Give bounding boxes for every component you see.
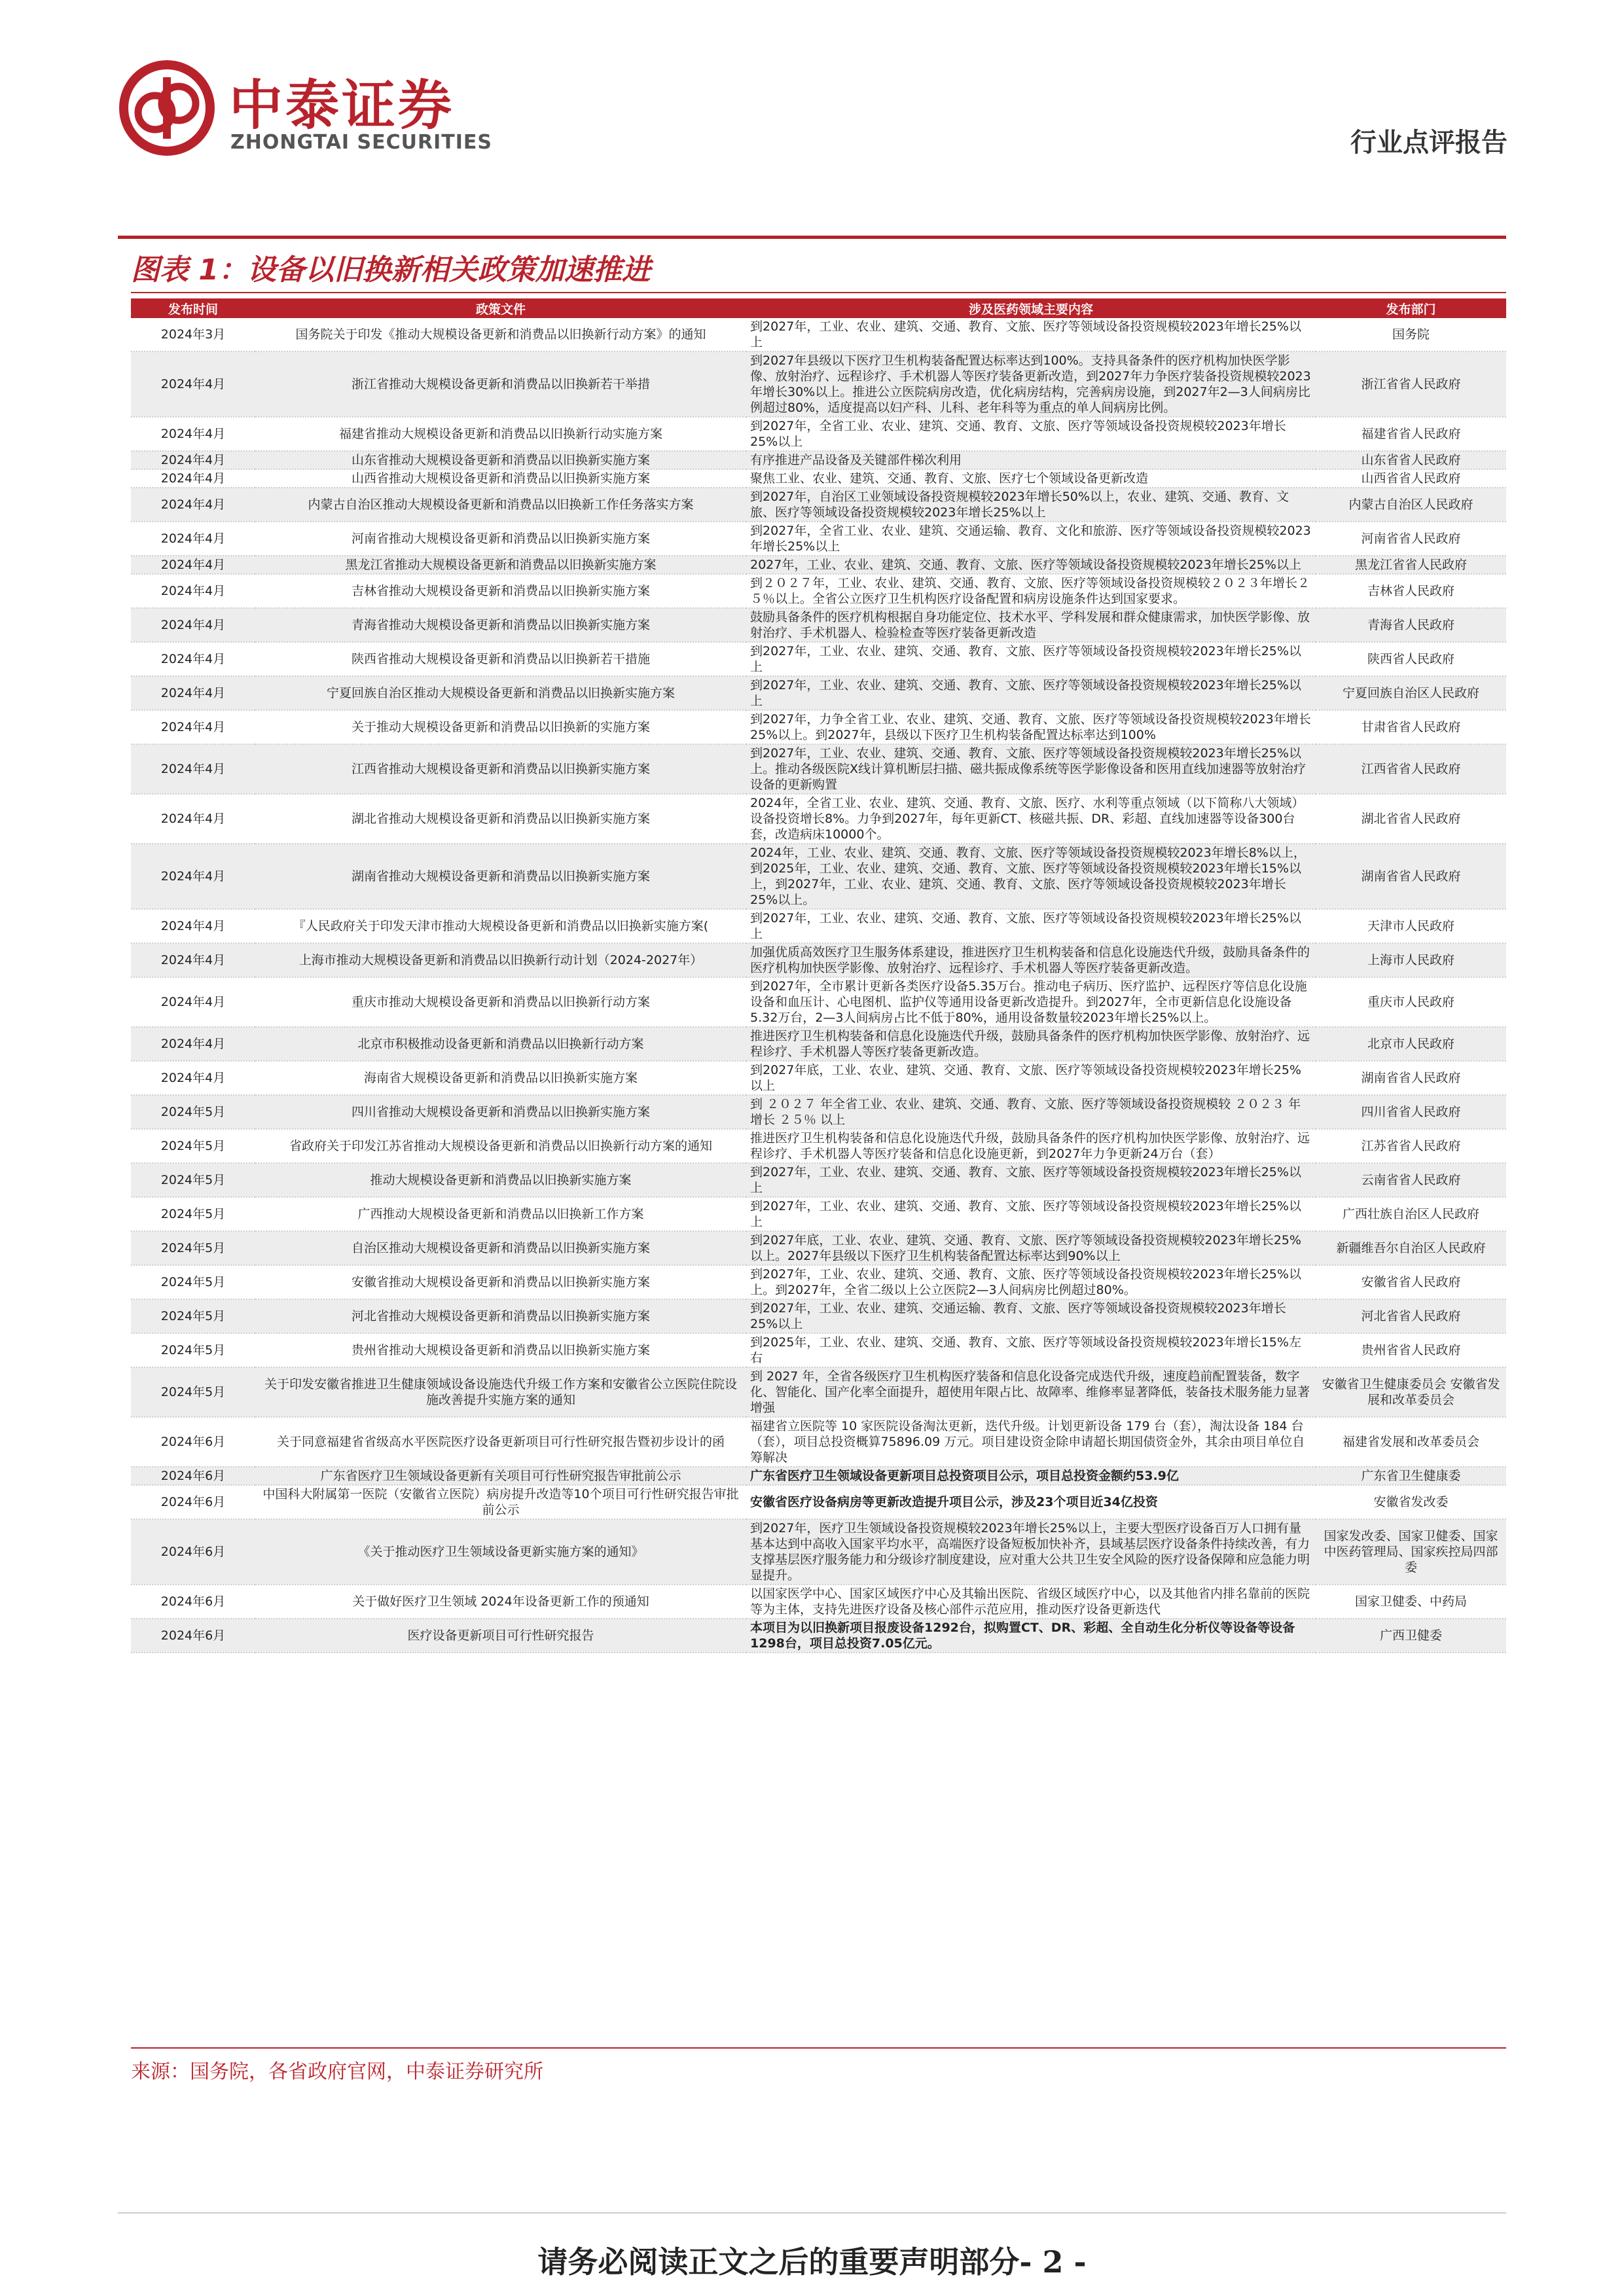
cell-dept: 云南省省人民政府 xyxy=(1316,1163,1506,1197)
footer-disclaimer: 请务必阅读正文之后的重要声明部分- 2 - xyxy=(537,2244,1087,2280)
cell-doc: 福建省推动大规模设备更新和消费品以旧换新行动实施方案 xyxy=(255,417,746,451)
cell-doc: 青海省推动大规模设备更新和消费品以旧换新实施方案 xyxy=(255,608,746,642)
cell-dept: 河北省省人民政府 xyxy=(1316,1299,1506,1333)
table-row xyxy=(131,556,1506,574)
cell-date: 2024年4月 xyxy=(131,488,255,522)
cell-date: 2024年5月 xyxy=(131,1129,255,1163)
cell-doc: 《关于推动医疗卫生领域设备更新实施方案的通知》 xyxy=(255,1519,746,1585)
cell-content: 到2027年，工业、农业、建筑、交通、教育、文旅、医疗等领域设备投资规模较2023年增长25%以上 xyxy=(746,1163,1316,1197)
cell-content: 有序推进产品设备及关键部件梯次利用 xyxy=(746,451,1316,469)
cell-date: 2024年4月 xyxy=(131,642,255,676)
cell-doc: 安徽省推动大规模设备更新和消费品以旧换新实施方案 xyxy=(255,1265,746,1299)
cell-date: 2024年5月 xyxy=(131,1367,255,1417)
policy-table xyxy=(131,298,1506,1653)
cell-doc: 山东省推动大规模设备更新和消费品以旧换新实施方案 xyxy=(255,451,746,469)
table-row xyxy=(131,1417,1506,1467)
cell-date: 2024年4月 xyxy=(131,351,255,417)
table-row xyxy=(131,977,1506,1027)
cell-date: 2024年3月 xyxy=(131,318,255,351)
cell-content: 到2027年，医疗卫生领域设备投资规模较2023年增长25%以上，主要大型医疗设备百万人口拥有量基本达到中高收入国家平均水平，高端医疗设备短板加快补齐，县域基层医疗设备条件持续改善，有力支撑基层医疗服务能力和分级诊疗制度建设，应对重大公共卫生安全风险的医疗设备保障和应急能力明显提升。 xyxy=(746,1519,1316,1585)
cell-dept: 江西省省人民政府 xyxy=(1316,744,1506,794)
cell-content: 到2027年底，工业、农业、建筑、交通、教育、文旅、医疗等领域设备投资规模较2023年增长25%以上 xyxy=(746,1061,1316,1095)
cell-date: 2024年4月 xyxy=(131,710,255,744)
table-row xyxy=(131,1333,1506,1367)
cell-date: 2024年6月 xyxy=(131,1519,255,1585)
figure-title: 图表 1：设备以旧换新相关政策加速推进 xyxy=(131,253,651,287)
cell-doc: 内蒙古自治区推动大规模设备更新和消费品以旧换新工作任务落实方案 xyxy=(255,488,746,522)
cell-date: 2024年5月 xyxy=(131,1095,255,1129)
cell-date: 2024年4月 xyxy=(131,943,255,977)
cell-dept: 湖南省省人民政府 xyxy=(1316,844,1506,909)
cell-dept: 山东省省人民政府 xyxy=(1316,451,1506,469)
cell-date: 2024年4月 xyxy=(131,469,255,488)
cell-dept: 广西卫健委 xyxy=(1316,1619,1506,1653)
table-row xyxy=(131,1231,1506,1265)
cell-doc: 湖北省推动大规模设备更新和消费品以旧换新实施方案 xyxy=(255,794,746,844)
column-header-document: 政策文件 xyxy=(255,298,746,318)
cell-content: 到２０２７年，工业、农业、建筑、交通、教育、文旅、医疗等领域设备投资规模较２０２３年增长２５％以上。全省公立医疗卫生机构医疗设备配置和病房设施条件达到国家要求。 xyxy=(746,574,1316,608)
cell-date: 2024年4月 xyxy=(131,451,255,469)
cell-content: 推进医疗卫生机构装备和信息化设施迭代升级，鼓励具备条件的医疗机构加快医学影像、放射治疗、远程诊疗、手术机器人等医疗装备和信息化设施更新，到2027年力争更新24万台（套） xyxy=(746,1129,1316,1163)
table-row xyxy=(131,1619,1506,1653)
cell-dept: 安徽省卫生健康委员会 安徽省发展和改革委员会 xyxy=(1316,1367,1506,1417)
cell-content: 广东省医疗卫生领域设备更新项目总投资项目公示，项目总投资金额约53.9亿 xyxy=(746,1467,1316,1485)
table-row xyxy=(131,642,1506,676)
table-row xyxy=(131,1519,1506,1585)
cell-doc: 中国科大附属第一医院（安徽省立医院）病房提升改造等10个项目可行性研究报告审批前公示 xyxy=(255,1485,746,1519)
cell-date: 2024年4月 xyxy=(131,676,255,710)
table-header-row xyxy=(131,298,1506,318)
cell-content: 到2025年，工业、农业、建筑、交通、教育、文旅、医疗等领域设备投资规模较2023年增长15%左右 xyxy=(746,1333,1316,1367)
cell-doc: 『人民政府关于印发天津市推动大规模设备更新和消费品以旧换新实施方案( xyxy=(255,909,746,943)
table-row xyxy=(131,1163,1506,1197)
cell-date: 2024年5月 xyxy=(131,1163,255,1197)
table-row xyxy=(131,710,1506,744)
cell-dept: 安徽省省人民政府 xyxy=(1316,1265,1506,1299)
report-type-label: 行业点评报告 xyxy=(1350,127,1507,158)
cell-doc: 江西省推动大规模设备更新和消费品以旧换新实施方案 xyxy=(255,744,746,794)
cell-date: 2024年4月 xyxy=(131,1061,255,1095)
cell-date: 2024年4月 xyxy=(131,574,255,608)
cell-doc: 国务院关于印发《推动大规模设备更新和消费品以旧换新行动方案》的通知 xyxy=(255,318,746,351)
cell-date: 2024年6月 xyxy=(131,1467,255,1485)
table-row xyxy=(131,1467,1506,1485)
table-row xyxy=(131,318,1506,351)
cell-content: 到2027年，工业、农业、建筑、交通、教育、文旅、医疗等领域设备投资规模较2023年增长25%以上。推动各级医院X线计算机断层扫描、磁共振成像系统等医学影像设备和医用直线加速器等放射治疗设备的更新购置 xyxy=(746,744,1316,794)
cell-date: 2024年4月 xyxy=(131,744,255,794)
footer-divider xyxy=(118,2212,1506,2214)
cell-doc: 海南省大规模设备更新和消费品以旧换新实施方案 xyxy=(255,1061,746,1095)
cell-doc: 自治区推动大规模设备更新和消费品以旧换新实施方案 xyxy=(255,1231,746,1265)
cell-dept: 陕西省人民政府 xyxy=(1316,642,1506,676)
table-row xyxy=(131,1061,1506,1095)
cell-dept: 山西省省人民政府 xyxy=(1316,469,1506,488)
column-header-content: 涉及医药领域主要内容 xyxy=(746,298,1316,318)
cell-dept: 贵州省省人民政府 xyxy=(1316,1333,1506,1367)
cell-date: 2024年4月 xyxy=(131,556,255,574)
cell-content: 到2027年县级以下医疗卫生机构装备配置达标率达到100%。支持具备条件的医疗机构加快医学影像、放射治疗、远程诊疗、手术机器人等医疗装备更新改造，到2027年力争医疗装备投资规模较2023年增长30%以上。推进公立医院病房改造，优化病房结构，完善病房设施，到2027年2—3人间病房比例超过80%，适度提高以妇产科、儿科、老年科等为重点的单人间病房比例。 xyxy=(746,351,1316,417)
table-row xyxy=(131,744,1506,794)
table-row xyxy=(131,1027,1506,1061)
cell-dept: 新疆维吾尔自治区人民政府 xyxy=(1316,1231,1506,1265)
source-divider xyxy=(131,2047,1506,2049)
cell-doc: 医疗设备更新项目可行性研究报告 xyxy=(255,1619,746,1653)
cell-dept: 国家发改委、国家卫健委、国家中医药管理局、国家疾控局四部委 xyxy=(1316,1519,1506,1585)
cell-date: 2024年4月 xyxy=(131,522,255,556)
cell-content: 到 2027 年，全省各级医疗卫生机构医疗装备和信息化设备完成迭代升级，速度趋前配置装备，数字化、智能化、国产化率全面提升，超使用年限占比、故障率、维修率显著降低，装备技术服务能力显著增强 xyxy=(746,1367,1316,1417)
table-row xyxy=(131,522,1506,556)
cell-content: 到2027年，工业、农业、建筑、交通、教育、文旅、医疗等领域设备投资规模较2023年增长25%以上 xyxy=(746,642,1316,676)
cell-date: 2024年5月 xyxy=(131,1333,255,1367)
cell-content: 2024年，工业、农业、建筑、交通、教育、文旅、医疗等领域设备投资规模较2023年增长8%以上，到2025年，工业、农业、建筑、交通、教育、文旅、医疗等领域设备投资规模较2023年增长15%以上，到2027年，工业、农业、建筑、交通、教育、文旅、医疗等领域设备投资规模较2023年增长25%以上。 xyxy=(746,844,1316,909)
table-row xyxy=(131,469,1506,488)
cell-dept: 青海省人民政府 xyxy=(1316,608,1506,642)
cell-content: 本项目为以旧换新项目报废设备1292台，拟购置CT、DR、彩超、全自动生化分析仪等设备等设备1298台，项目总投资7.05亿元。 xyxy=(746,1619,1316,1653)
cell-content: 加强优质高效医疗卫生服务体系建设，推进医疗卫生机构装备和信息化设施迭代升级，鼓励具备条件的医疗机构加快医学影像、放射治疗、远程诊疗、手术机器人等医疗装备更新改造。 xyxy=(746,943,1316,977)
cell-doc: 省政府关于印发江苏省推动大规模设备更新和消费品以旧换新行动方案的通知 xyxy=(255,1129,746,1163)
table-row xyxy=(131,1485,1506,1519)
cell-doc: 关于印发安徽省推进卫生健康领域设备设施迭代升级工作方案和安徽省公立医院住院设施改善提升实施方案的通知 xyxy=(255,1367,746,1417)
cell-date: 2024年4月 xyxy=(131,417,255,451)
cell-dept: 重庆市人民政府 xyxy=(1316,977,1506,1027)
cell-date: 2024年4月 xyxy=(131,608,255,642)
cell-dept: 福建省省人民政府 xyxy=(1316,417,1506,451)
cell-content: 到2027年，力争全省工业、农业、建筑、交通、教育、文旅、医疗等领域设备投资规模较2023年增长25%以上。到2027年，县级以下医疗卫生机构装备配置达标率达到100% xyxy=(746,710,1316,744)
cell-date: 2024年4月 xyxy=(131,794,255,844)
table-row xyxy=(131,608,1506,642)
cell-content: 到2027年，全省工业、农业、建筑、交通、教育、文旅、医疗等领域设备投资规模较2023年增长25%以上 xyxy=(746,417,1316,451)
table-row xyxy=(131,451,1506,469)
column-header-date: 发布时间 xyxy=(131,298,255,318)
table-row xyxy=(131,794,1506,844)
zhongtai-logo-icon xyxy=(118,59,216,157)
table-row xyxy=(131,943,1506,977)
table-row xyxy=(131,844,1506,909)
cell-date: 2024年5月 xyxy=(131,1299,255,1333)
table-row xyxy=(131,1265,1506,1299)
cell-doc: 贵州省推动大规模设备更新和消费品以旧换新实施方案 xyxy=(255,1333,746,1367)
cell-content: 到2027年，工业、农业、建筑、交通、教育、文旅、医疗等领域设备投资规模较2023年增长25%以上 xyxy=(746,1197,1316,1231)
cell-doc: 宁夏回族自治区推动大规模设备更新和消费品以旧换新实施方案 xyxy=(255,676,746,710)
cell-date: 2024年5月 xyxy=(131,1265,255,1299)
cell-doc: 北京市积极推动设备更新和消费品以旧换新行动方案 xyxy=(255,1027,746,1061)
cell-dept: 吉林省人民政府 xyxy=(1316,574,1506,608)
cell-content: 到2027年，工业、农业、建筑、交通、教育、文旅、医疗等领域设备投资规模较2023年增长25%以上 xyxy=(746,318,1316,351)
cell-content: 到2027年，全省工业、农业、建筑、交通运输、教育、文化和旅游、医疗等领域设备投资规模较2023年增长25%以上 xyxy=(746,522,1316,556)
cell-doc: 陕西省推动大规模设备更新和消费品以旧换新若干措施 xyxy=(255,642,746,676)
cell-dept: 北京市人民政府 xyxy=(1316,1027,1506,1061)
cell-doc: 上海市推动大规模设备更新和消费品以旧换新行动计划（2024-2027年） xyxy=(255,943,746,977)
cell-dept: 上海市人民政府 xyxy=(1316,943,1506,977)
header-divider xyxy=(118,236,1506,239)
cell-doc: 关于做好医疗卫生领域 2024年设备更新工作的预通知 xyxy=(255,1585,746,1619)
cell-date: 2024年4月 xyxy=(131,977,255,1027)
cell-doc: 黑龙江省推动大规模设备更新和消费品以旧换新实施方案 xyxy=(255,556,746,574)
cell-doc: 河北省推动大规模设备更新和消费品以旧换新实施方案 xyxy=(255,1299,746,1333)
table-row xyxy=(131,1299,1506,1333)
cell-doc: 广东省医疗卫生领域设备更新有关项目可行性研究报告审批前公示 xyxy=(255,1467,746,1485)
table-row xyxy=(131,1197,1506,1231)
cell-content: 到2027年，工业、农业、建筑、交通、教育、文旅、医疗等领域设备投资规模较2023年增长25%以上 xyxy=(746,676,1316,710)
cell-date: 2024年4月 xyxy=(131,1027,255,1061)
cell-content: 到2027年，工业、农业、建筑、交通、教育、文旅、医疗等领域设备投资规模较2023年增长25%以上。到2027年，全省二级以上公立医院2—3人间病房比例超过80%。 xyxy=(746,1265,1316,1299)
cell-dept: 广西壮族自治区人民政府 xyxy=(1316,1197,1506,1231)
cell-content: 2024年，全省工业、农业、建筑、交通、教育、文旅、医疗、水利等重点领域（以下简称八大领域）设备投资增长8%。力争到2027年，每年更新CT、核磁共振、DR、彩超、直线加速器等设备300台套，改造病床10000个。 xyxy=(746,794,1316,844)
cell-doc: 山西省推动大规模设备更新和消费品以旧换新实施方案 xyxy=(255,469,746,488)
logo-chinese-name: 中泰证券 xyxy=(229,75,455,137)
table-row xyxy=(131,1129,1506,1163)
source-note: 来源：国务院，各省政府官网，中泰证券研究所 xyxy=(131,2060,543,2083)
cell-doc: 浙江省推动大规模设备更新和消费品以旧换新若干举措 xyxy=(255,351,746,417)
cell-dept: 湖北省省人民政府 xyxy=(1316,794,1506,844)
cell-date: 2024年4月 xyxy=(131,844,255,909)
cell-doc: 河南省推动大规模设备更新和消费品以旧换新实施方案 xyxy=(255,522,746,556)
table-row xyxy=(131,351,1506,417)
cell-dept: 黑龙江省省人民政府 xyxy=(1316,556,1506,574)
cell-dept: 甘肃省省人民政府 xyxy=(1316,710,1506,744)
company-logo xyxy=(118,59,550,157)
cell-doc: 关于推动大规模设备更新和消费品以旧换新的实施方案 xyxy=(255,710,746,744)
cell-content: 福建省立医院等 10 家医院设备淘汰更新，迭代升级。计划更新设备 179 台（套），淘汰设备 184 台（套），项目总投资概算75896.09 万元。项目建设资金除申请超长期国债资金外，其余由项目单位自筹解决 xyxy=(746,1417,1316,1467)
cell-dept: 安徽省发改委 xyxy=(1316,1485,1506,1519)
cell-doc: 四川省推动大规模设备更新和消费品以旧换新实施方案 xyxy=(255,1095,746,1129)
cell-content: 到2027年底，工业、农业、建筑、交通、教育、文旅、医疗等领域设备投资规模较2023年增长25%以上。2027年县级以下医疗卫生机构装备配置达标率达到90%以上 xyxy=(746,1231,1316,1265)
cell-dept: 江苏省省人民政府 xyxy=(1316,1129,1506,1163)
cell-date: 2024年5月 xyxy=(131,1231,255,1265)
cell-dept: 河南省省人民政府 xyxy=(1316,522,1506,556)
cell-dept: 内蒙古自治区人民政府 xyxy=(1316,488,1506,522)
cell-doc: 吉林省推动大规模设备更新和消费品以旧换新实施方案 xyxy=(255,574,746,608)
cell-dept: 天津市人民政府 xyxy=(1316,909,1506,943)
cell-dept: 四川省省人民政府 xyxy=(1316,1095,1506,1129)
cell-date: 2024年6月 xyxy=(131,1585,255,1619)
cell-content: 2027年，工业、农业、建筑、交通、教育、文旅、医疗等领域设备投资规模较2023年增长25%以上 xyxy=(746,556,1316,574)
cell-content: 安徽省医疗设备病房等更新改造提升项目公示，涉及23个项目近34亿投资 xyxy=(746,1485,1316,1519)
cell-date: 2024年5月 xyxy=(131,1197,255,1231)
cell-content: 到2027年，工业、农业、建筑、交通、教育、文旅、医疗等领域设备投资规模较2023年增长25%以上 xyxy=(746,909,1316,943)
table-row xyxy=(131,909,1506,943)
cell-content: 到2027年，自治区工业领域设备投资规模较2023年增长50%以上，农业、建筑、交通、教育、文旅、医疗等领域设备投资规模较2023年增长25%以上 xyxy=(746,488,1316,522)
cell-content: 到2027年，工业、农业、建筑、交通运输、教育、文旅、医疗等领域设备投资规模较2023年增长25%以上 xyxy=(746,1299,1316,1333)
figure-title-divider xyxy=(131,292,1506,293)
table-row xyxy=(131,488,1506,522)
cell-content: 到 ２０２７ 年全省工业、农业、建筑、交通、教育、文旅、医疗等领域设备投资规模较 ２０２３ 年增长 ２５％ 以上 xyxy=(746,1095,1316,1129)
table-row xyxy=(131,676,1506,710)
cell-content: 鼓励具备条件的医疗机构根据自身功能定位、技术水平、学科发展和群众健康需求，加快医学影像、放射治疗、手术机器人、检验检查等医疗装备更新改造 xyxy=(746,608,1316,642)
cell-date: 2024年4月 xyxy=(131,909,255,943)
cell-doc: 湖南省推动大规模设备更新和消费品以旧换新实施方案 xyxy=(255,844,746,909)
cell-content: 聚焦工业、农业、建筑、交通、教育、文旅、医疗七个领域设备更新改造 xyxy=(746,469,1316,488)
cell-date: 2024年6月 xyxy=(131,1619,255,1653)
table-row xyxy=(131,1585,1506,1619)
cell-date: 2024年6月 xyxy=(131,1485,255,1519)
cell-content: 到2027年，全市累计更新各类医疗设备5.35万台。推动电子病历、医疗监护、远程医疗等信息化设施设备和血压计、心电图机、监护仪等通用设备更新改造提升。到2027年，全市更新信息化设施设备5.32万台，2—3人间病房占比不低于80%，通用设备数量较2023年增长25%以上。 xyxy=(746,977,1316,1027)
cell-dept: 国家卫健委、中药局 xyxy=(1316,1585,1506,1619)
cell-dept: 广东省卫生健康委 xyxy=(1316,1467,1506,1485)
column-header-department: 发布部门 xyxy=(1316,298,1506,318)
cell-dept: 宁夏回族自治区人民政府 xyxy=(1316,676,1506,710)
cell-content: 推进医疗卫生机构装备和信息化设施迭代升级，鼓励具备条件的医疗机构加快医学影像、放射治疗、远程诊疗、手术机器人等医疗装备更新改造。 xyxy=(746,1027,1316,1061)
table-row xyxy=(131,574,1506,608)
cell-doc: 广西推动大规模设备更新和消费品以旧换新工作方案 xyxy=(255,1197,746,1231)
cell-dept: 福建省发展和改革委员会 xyxy=(1316,1417,1506,1467)
cell-doc: 推动大规模设备更新和消费品以旧换新实施方案 xyxy=(255,1163,746,1197)
logo-english-name: ZHONGTAI SECURITIES xyxy=(230,131,492,154)
cell-doc: 关于同意福建省省级高水平医院医疗设备更新项目可行性研究报告暨初步设计的函 xyxy=(255,1417,746,1467)
cell-content: 以国家医学中心、国家区域医疗中心及其输出医院、省级区域医疗中心，以及其他省内排名靠前的医院等为主体，支持先进医疗设备及核心部件示范应用，推动医疗设备更新迭代 xyxy=(746,1585,1316,1619)
table-row xyxy=(131,417,1506,451)
cell-date: 2024年6月 xyxy=(131,1417,255,1467)
cell-dept: 国务院 xyxy=(1316,318,1506,351)
table-row xyxy=(131,1367,1506,1417)
cell-dept: 湖南省省人民政府 xyxy=(1316,1061,1506,1095)
table-body xyxy=(131,318,1506,1653)
cell-doc: 重庆市推动大规模设备更新和消费品以旧换新行动方案 xyxy=(255,977,746,1027)
cell-dept: 浙江省省人民政府 xyxy=(1316,351,1506,417)
table-row xyxy=(131,1095,1506,1129)
